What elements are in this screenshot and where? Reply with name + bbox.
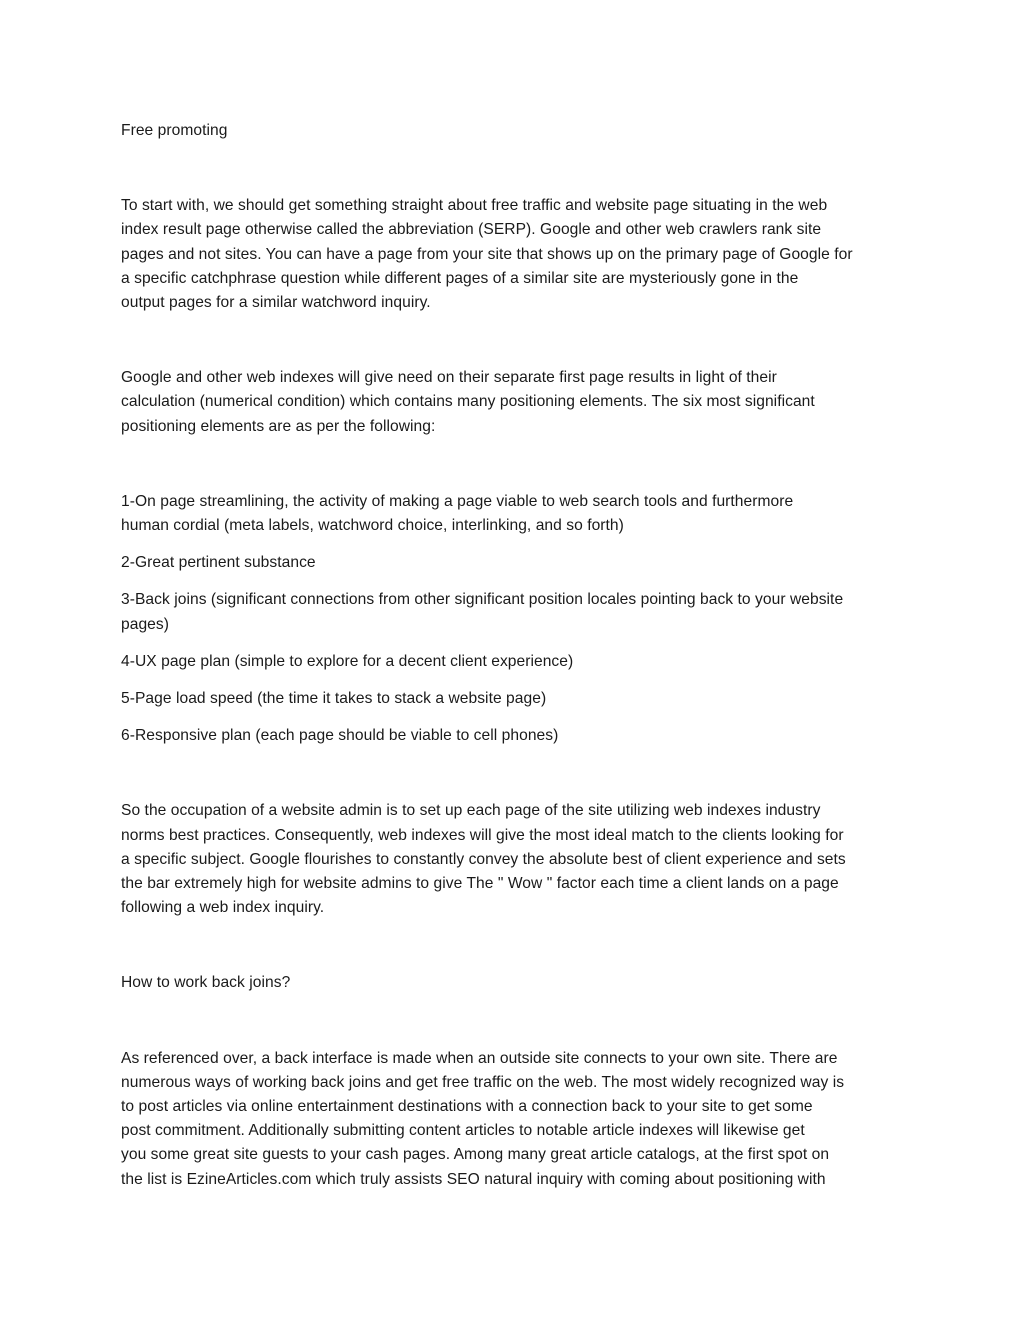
paragraph-line: pages and not sites. You can have a page from your site that shows up on the primary page of Google for: [121, 245, 853, 263]
list-item-line: 3-Back joins (significant connections from other significant position locales pointing back to your website: [121, 591, 844, 609]
paragraph-line: following a web index inquiry.: [121, 899, 325, 917]
paragraph-line: a specific catchphrase question while different pages of a similar site are mysteriously gone in the: [121, 269, 799, 287]
paragraph-line: Google and other web indexes will give need on their separate first page results in light of their: [121, 369, 777, 387]
list-item-line: 5-Page load speed (the time it takes to stack a website page): [121, 690, 547, 708]
paragraph-line: output pages for a similar watchword inquiry.: [121, 294, 431, 312]
list-item-line: 1-On page streamlining, the activity of making a page viable to web search tools and furthermore: [121, 492, 794, 510]
heading-free-promoting: Free promoting: [121, 122, 228, 139]
paragraph-back-links: [121, 1047, 911, 1192]
list-item-line: pages): [121, 615, 169, 633]
paragraph-line: the bar extremely high for website admins to give The " Wow " factor each time a client lands on a page: [121, 875, 839, 893]
list-item: [121, 551, 911, 575]
paragraph-intro: [121, 194, 911, 315]
paragraph-line: a specific subject. Google flourishes to constantly convey the absolute best of client experience and sets: [121, 850, 846, 868]
paragraph-line: norms best practices. Consequently, web indexes will give the most ideal match to the clients looking for: [121, 826, 844, 844]
paragraph-webmaster: [121, 799, 911, 920]
paragraph-line: To start with, we should get something straight about free traffic and website page situating in the web: [121, 197, 828, 215]
paragraph-line: to post articles via online entertainment destinations with a connection back to your site to get some: [121, 1098, 813, 1116]
list-item-line: human cordial (meta labels, watchword choice, interlinking, and so forth): [121, 517, 624, 535]
paragraph-line: numerous ways of working back joins and get free traffic on the web. The most widely recognized way is: [121, 1073, 845, 1091]
list-item-line: 6-Responsive plan (each page should be viable to cell phones): [121, 727, 559, 745]
paragraph-line: As referenced over, a back interface is made when an outside site connects to your own site. There are: [121, 1049, 838, 1067]
ranking-factors-list: [121, 490, 911, 749]
paragraph-line: the list is EzineArticles.com which truly assists SEO natural inquiry with coming about positioning with: [121, 1170, 826, 1188]
list-item: [121, 687, 911, 711]
paragraph-line: you some great site guests to your cash pages. Among many great article catalogs, at the first spot on: [121, 1146, 830, 1164]
paragraph-line: calculation (numerical condition) which contains many positioning elements. The six most significant: [121, 393, 815, 411]
heading-back-joins: How to work back joins?: [121, 974, 291, 992]
list-item: [121, 588, 911, 636]
list-item-line: 2-Great pertinent substance: [121, 554, 316, 572]
paragraph-line: index result page otherwise called the abbreviation (SERP). Google and other web crawlers rank site: [121, 221, 822, 239]
list-item-line: 4-UX page plan (simple to explore for a decent client experience): [121, 652, 574, 670]
paragraph-ranking-factors: [121, 366, 911, 439]
document-body: [121, 119, 911, 1192]
list-item: [121, 650, 911, 674]
list-item: [121, 490, 911, 538]
paragraph-line: post commitment. Additionally submitting content articles to notable article indexes will likewise get: [121, 1122, 805, 1140]
list-item: [121, 724, 911, 748]
paragraph-line: positioning elements are as per the following:: [121, 417, 436, 435]
paragraph-line: So the occupation of a website admin is to set up each page of the site utilizing web indexes industry: [121, 802, 821, 820]
